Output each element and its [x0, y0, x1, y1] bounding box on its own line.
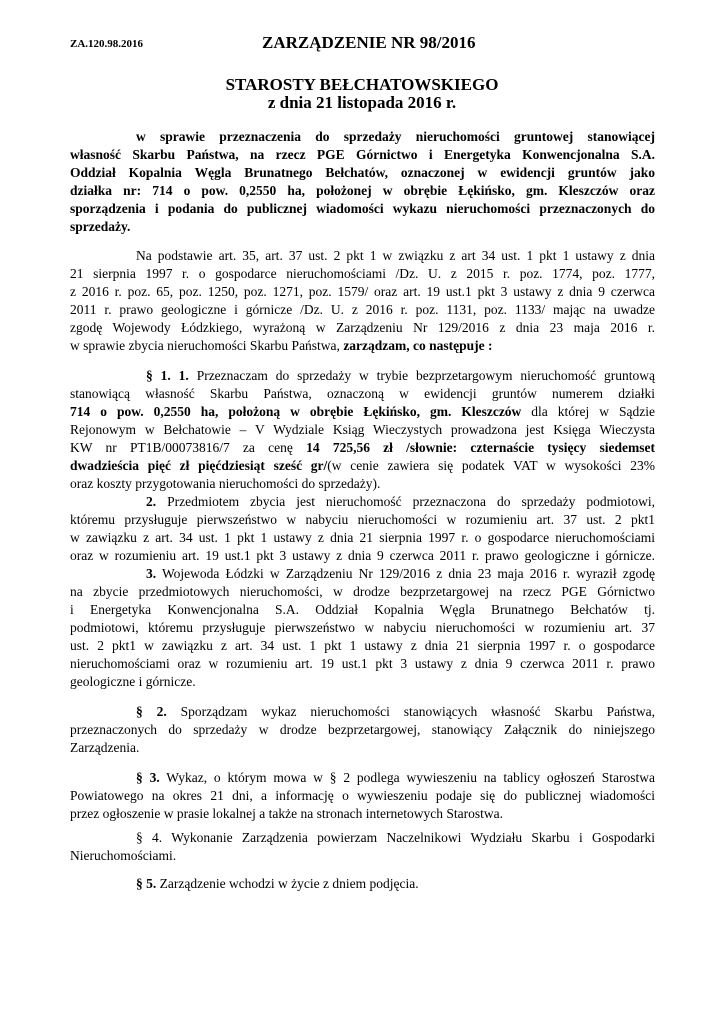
price-amount: 14 725,56 zł /słownie: czternaście tysięcy siedemset	[306, 440, 655, 455]
price-in-words: dwadzieścia pięć zł pięćdziesiąt sześć gr/	[70, 458, 328, 473]
paragraph-line: i Energetyka Konwencjonalna S.A. Oddział Kopalnia Węgla Brunatnego Bełchatów tj.	[70, 602, 655, 617]
paragraph-text: Przeznaczam do sprzedaży w trybie bezprzetargowym nieruchomość gruntową	[188, 368, 656, 383]
paragraph-line: Zarządzenia.	[70, 740, 140, 755]
paragraph-line	[146, 367, 655, 385]
paragraph-line: przeznaczonych do sprzedaży w drodze bezprzetargowej, stanowiący Załącznik do niniejszego	[70, 722, 655, 737]
paragraph-line: przez ogłoszenie w prasie lokalnej a także na stronach internetowych Starostwa.	[70, 806, 503, 821]
paragraph-line	[70, 439, 655, 457]
subject-line: własność Skarbu Państwa, na rzecz PGE Górnictwo i Energetyka Konwencjonalna S.A.	[70, 147, 655, 162]
paragraph-line: oraz w rozumieniu art. 19 ust.1 pkt 3 ustawy z dnia 9 czerwca 2011 r. prawo geologiczne i górnicze.	[70, 548, 655, 563]
paragraph-text: Przedmiotem zbycia jest nieruchomość przeznaczona do sprzedaży podmiotowi,	[156, 494, 655, 509]
paragraph-number: § 1. 1.	[146, 368, 189, 383]
paragraph-line: oraz koszty przygotowania nieruchomości do sprzedaży).	[70, 476, 381, 491]
paragraph-text: Wykaz, o którym mowa w § 2 podlega wywieszeniu na tablicy ogłoszeń Starostwa	[159, 770, 655, 785]
paragraph-line: któremu przysługuje pierwszeństwo w nabyciu nieruchomości w rozumieniu art. 37 ust. 2 pkt1	[70, 512, 655, 527]
paragraph-line: stanowiącą własność Skarbu Państwa, oznaczoną w ewidencji gruntów numerem działki	[70, 386, 655, 401]
paragraph-line: w zawiązku z art. 34 ust. 1 pkt 1 ustawy z dnia 21 sierpnia 1997 r. o gospodarce nieruchomościami	[70, 530, 655, 545]
point-number: 2.	[146, 494, 157, 509]
point-number: 3.	[146, 566, 157, 581]
paragraph-line: nieruchomościami oraz w rozumieniu art. 19 ust.1 pkt 3 ustawy z dnia 9 czerwca 2011 r. prawo	[70, 656, 655, 671]
paragraph-text: Wojewoda Łódzki w Zarządzeniu Nr 129/2016 z dnia 23 maja 2016 r. wyraził zgodę	[156, 566, 655, 581]
decree-phrase: zarządzam, co następuje :	[343, 338, 493, 353]
paragraph-line: podmiotowi, któremu przysługuje pierwszeństwo w nabyciu nieruchomości w rozumieniu art. 37	[70, 620, 655, 635]
paragraph-line: Powiatowego na okres 21 dni, a informację o wywieszeniu podaje się do publicznej wiadomości	[70, 788, 655, 803]
paragraph-text: Zarządzenie wchodzi w życie z dniem podjęcia.	[156, 876, 419, 891]
basis-line: 2011 r. prawo geologiczne i górnicze /Dz. U. z 2016 r. poz. 1131, poz. 1133/ mając na uwadze	[70, 302, 655, 317]
basis-line: zgodę Wojewody Łódzkiego, wyrażoną w Zarządzeniu Nr 129/2016 z dnia 23 maja 2016 r.	[70, 320, 655, 335]
paragraph-line	[136, 875, 655, 893]
paragraph-line: na zbycie przedmiotowych nieruchomości, w drodze bezprzetargowej na rzecz PGE Górnictwo	[70, 584, 655, 599]
paragraph-line: geologiczne i górnicze.	[70, 674, 196, 689]
paragraph-line	[70, 403, 655, 421]
paragraph-number: § 5.	[136, 876, 157, 891]
subject-line: w sprawie przeznaczenia do sprzedaży nieruchomości gruntowej stanowiącej	[136, 129, 655, 144]
parcel-description: 714 o pow. 0,2550 ha, położoną w obrębie Łękińsko, gm. Kleszczów	[70, 404, 522, 419]
paragraph-line: § 4. Wykonanie Zarządzenia powierzam Naczelnikowi Wydziału Skarbu i Gospodarki	[136, 830, 655, 845]
paragraph-line	[136, 769, 655, 787]
document-issuer: STAROSTY BEŁCHATOWSKIEGO	[225, 75, 499, 94]
paragraph-text: (w cenie zawiera się podatek VAT w wysokości 23%	[327, 458, 655, 473]
paragraph-line	[146, 565, 655, 583]
paragraph-line	[146, 493, 655, 511]
document-date: z dnia 21 listopada 2016 r.	[267, 93, 457, 112]
paragraph-line	[70, 457, 655, 475]
basis-line-final	[70, 337, 655, 355]
basis-line: Na podstawie art. 35, art. 37 ust. 2 pkt 1 w związku z art 34 ust. 1 pkt 1 ustawy z dnia	[136, 248, 655, 263]
paragraph-text: KW nr PT1B/00073816/7 za cenę	[70, 440, 307, 455]
paragraph-text: dla której w Sądzie	[521, 404, 655, 419]
document-reference-number: ZA.120.98.2016	[70, 38, 144, 50]
paragraph-text: Sporządzam wykaz nieruchomości stanowiących własność Skarbu Państwa,	[166, 704, 655, 719]
basis-text: w sprawie zbycia nieruchomości Skarbu Państwa,	[70, 338, 344, 353]
paragraph-line	[136, 703, 655, 721]
document-title: ZARZĄDZENIE NR 98/2016	[262, 33, 476, 52]
paragraph-line: Nieruchomościami.	[70, 848, 177, 863]
subject-line: Oddział Kopalnia Węgla Brunatnego Bełchatów, oznaczonej w ewidencji gruntów jako	[70, 165, 655, 180]
paragraph-line: ust. 2 pkt1 w zawiązku z art. 34 ust. 1 pkt 1 ustawy z dnia 21 sierpnia 1997 r. o gospodarce	[70, 638, 655, 653]
subject-line: sporządzenia i podania do publicznej wiadomości wykazu nieruchomości przeznaczonych do	[70, 201, 655, 216]
subject-line: sprzedaży.	[70, 219, 131, 234]
basis-line: 21 sierpnia 1997 r. o gospodarce nieruchomościami /Dz. U. z 2015 r. poz. 1774, poz. 1777,	[70, 266, 655, 281]
paragraph-line: Rejonowym w Bełchatowie – V Wydziale Ksiąg Wieczystych prowadzona jest Księga Wieczysta	[70, 422, 655, 437]
subject-line: działka nr: 714 o pow. 0,2550 ha, położonej w obrębie Łękińsko, gm. Kleszczów oraz	[70, 183, 655, 198]
basis-line: z 2016 r. poz. 65, poz. 1250, poz. 1271, poz. 1579/ oraz art. 19 ust.1 pkt 3 ustawy z dnia 9 czerwca	[70, 284, 655, 299]
paragraph-number: § 2.	[136, 704, 167, 719]
paragraph-number: § 3.	[136, 770, 160, 785]
